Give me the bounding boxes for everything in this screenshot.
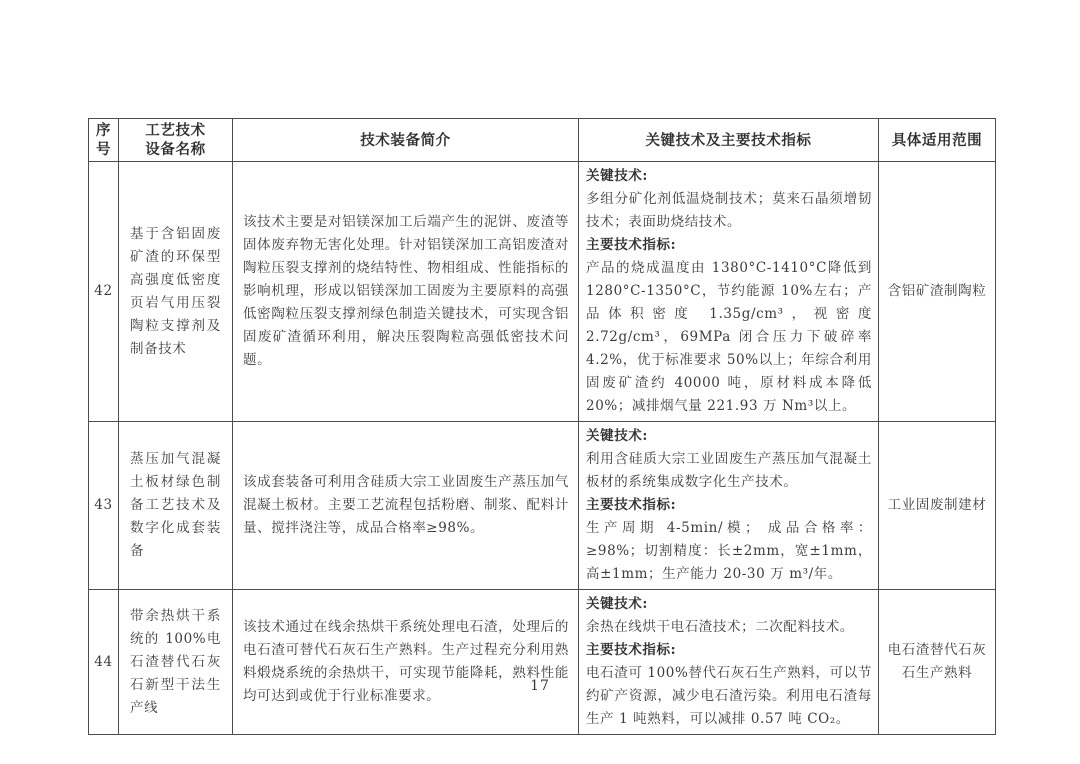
key-tech-text: 余热在线烘干电石渣技术；二次配料技术。 <box>586 619 854 635</box>
table-row <box>89 162 996 422</box>
equipment-intro-cell <box>233 422 579 590</box>
equipment-name: 基于含铝固废矿渣的环保型高强度低密度页岩气用压裂陶粒支撑剂及制备技术 <box>130 225 221 357</box>
key-tech-label: 关键技术: <box>586 168 648 184</box>
indicators-label: 主要技术指标: <box>586 497 677 513</box>
row-index: 43 <box>89 422 119 590</box>
header-scope: 具体适用范围 <box>879 119 996 162</box>
header-equipment-name-line2: 设备名称 <box>145 141 206 158</box>
indicators-text: 生产周期 4-5min/模； 成品合格率：≥98%；切割精度：长±2mm，宽±1mm，高±1mm；生产能力 20-30 万 m³/年。 <box>586 520 872 582</box>
equipment-intro-cell <box>233 162 579 422</box>
key-indicators-cell <box>579 590 879 735</box>
equipment-name: 蒸压加气混凝土板材绿色制备工艺技术及数字化成套装备 <box>130 451 221 559</box>
equipment-name-cell <box>119 590 233 735</box>
scope-cell <box>879 162 996 422</box>
equipment-name-cell <box>119 162 233 422</box>
header-equipment-name-line1: 工艺技术 <box>145 122 206 139</box>
indicators-label: 主要技术指标: <box>586 642 677 658</box>
key-tech-text: 多组分矿化剂低温烧制技术；莫来石晶须增韧技术；表面助烧结技术。 <box>586 191 872 230</box>
header-equipment-name <box>119 119 233 162</box>
scope-text: 含铝矿渣制陶粒 <box>887 283 987 299</box>
key-tech-label: 关键技术: <box>586 428 648 444</box>
key-indicators-cell <box>579 422 879 590</box>
technology-table <box>88 118 996 735</box>
scope-text: 工业固废制建材 <box>887 497 987 513</box>
header-index: 序号 <box>89 119 119 162</box>
row-index: 44 <box>89 590 119 735</box>
header-key-indicators: 关键技术及主要技术指标 <box>579 119 879 162</box>
scope-cell <box>879 422 996 590</box>
table-row <box>89 422 996 590</box>
indicators-text: 产品的烧成温度由 1380°C-1410°C降低到 1280°C-1350°C，节约能源 10%左右；产品体积密度 1.35g/cm³，视密度 2.72g/cm³，69MPa 闭合压力下破碎率 4.2%，优于标准要求 50%以上；年综合利用固废矿渣约 40000 吨，原材料成本降低 20%；减排烟气量 221.93 万 Nm³以上。 <box>586 260 872 414</box>
row-index: 42 <box>89 162 119 422</box>
equipment-intro: 该成套装备可利用含硅质大宗工业固废生产蒸压加气混凝土板材。主要工艺流程包括粉磨、制浆、配料计量、搅拌浇注等，成品合格率≥98%。 <box>243 474 569 536</box>
key-indicators-cell <box>579 162 879 422</box>
table-body <box>89 162 996 735</box>
key-tech-text: 利用含硅质大宗工业固废生产蒸压加气混凝土板材的系统集成数字化生产技术。 <box>586 451 872 490</box>
table-header-row <box>89 119 996 162</box>
scope-cell <box>879 590 996 735</box>
table-row <box>89 590 996 735</box>
page-number: 17 <box>530 678 550 694</box>
indicators-text: 电石渣可 100%替代石灰石生产熟料，可以节约矿产资源，减少电石渣污染。利用电石渣每生产 1 吨熟料，可以减排 0.57 吨 CO₂。 <box>586 665 872 727</box>
equipment-intro-cell <box>233 590 579 735</box>
header-intro: 技术装备简介 <box>233 119 579 162</box>
key-tech-label: 关键技术: <box>586 596 648 612</box>
indicators-label: 主要技术指标: <box>586 237 677 253</box>
scope-text: 电石渣替代石灰石生产熟料 <box>887 642 987 681</box>
equipment-name: 带余热烘干系统的 100%电石渣替代石灰石新型干法生产线 <box>130 607 221 716</box>
equipment-intro: 该技术通过在线余热烘干系统处理电石渣，处理后的电石渣可替代石灰石生产熟料。生产过程充分利用熟料煅烧系统的余热烘干，可实现节能降耗，熟料性能均可达到或优于行业标准要求。 <box>243 619 569 704</box>
equipment-intro: 该技术主要是对铝镁深加工后端产生的泥饼、废渣等固体废弃物无害化处理。针对铝镁深加工高铝废渣对陶粒压裂支撑剂的烧结特性、物相组成、性能指标的影响机理，形成以铝镁深加工固废为主要原料的高强低密陶粒压裂支撑剂绿色制造关键技术，可实现含铝固废矿渣循环利用，解决压裂陶粒高强低密技术问题。 <box>243 214 569 368</box>
equipment-name-cell <box>119 422 233 590</box>
